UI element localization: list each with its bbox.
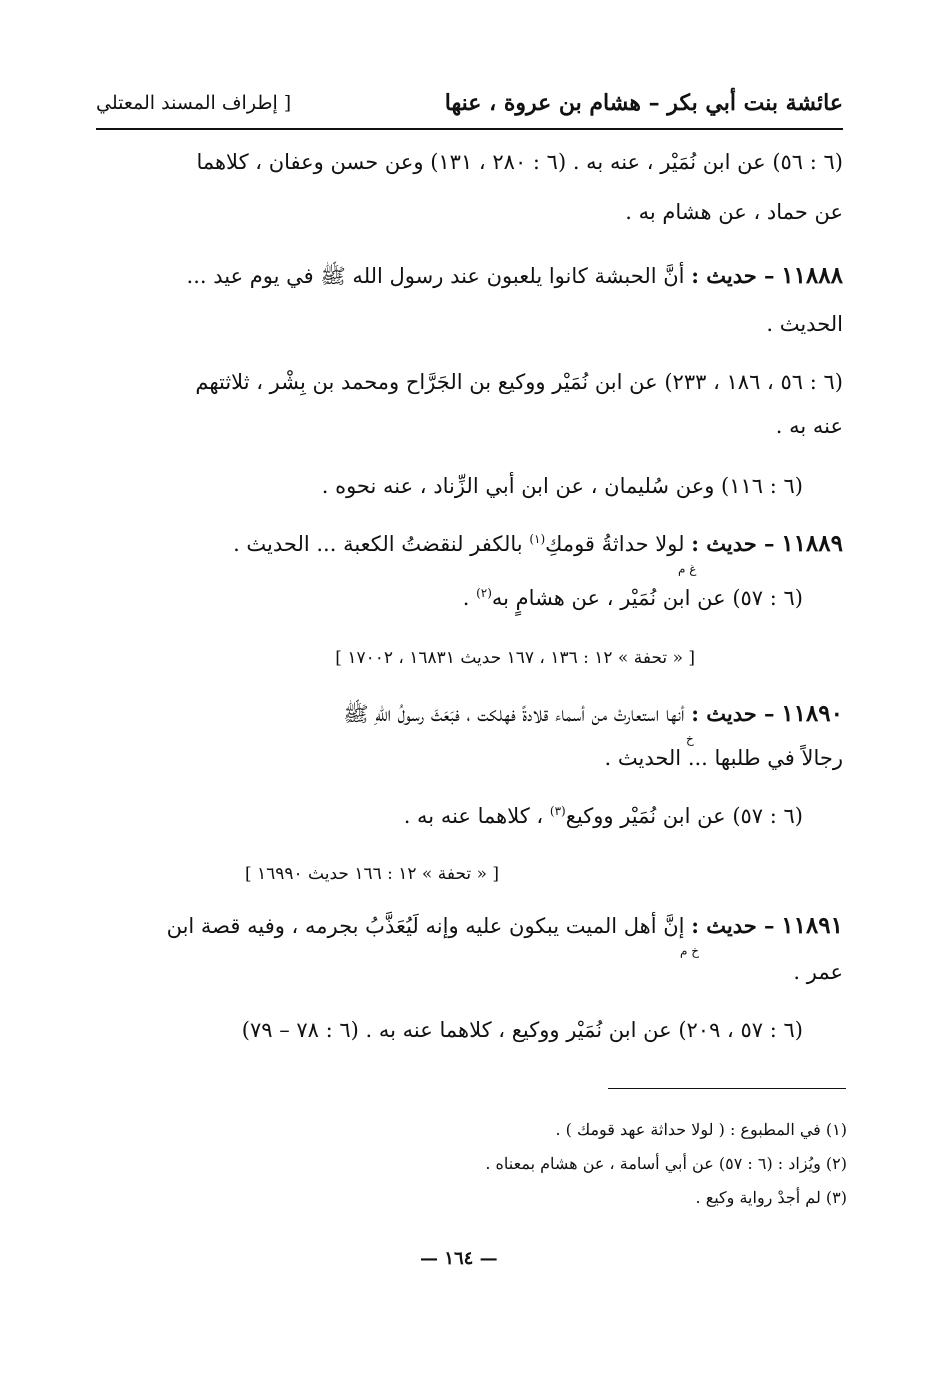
hadith-text-cont: الحديث . xyxy=(766,312,843,336)
chain-line xyxy=(404,804,803,828)
hadith-text: إنَّ أهل الميت يبكون عليه وإنه لَيُعَذَّبُ بجرمه ، وفيه قصة ابن xyxy=(166,914,685,938)
chain-text: ، كلاهما عنه به . xyxy=(403,804,544,828)
hadith-text-cont: عمر . xyxy=(793,960,843,984)
chain-text: (٦ : ٥٧) عن ابن نُمَيْر ، عن هشامٍ به xyxy=(491,586,803,610)
hadith-11888 xyxy=(187,262,843,294)
hadith-label: – حديث : xyxy=(691,263,775,288)
source-symbol: خ xyxy=(686,732,694,746)
chain-line: عن حماد ، عن هشام به . xyxy=(625,200,843,224)
hadith-label: – حديث : xyxy=(691,701,775,726)
chain-line: (٦ : ٥٧ ، ٢٠٩) عن ابن نُمَيْر ووكيع ، كلاهما عنه به . (٦ : ٧٨ – ٧٩) xyxy=(241,1018,803,1042)
hadith-11889 xyxy=(233,530,843,557)
chain-line: (٦ : ٥٦) عن ابن نُمَيْر ، عنه به . (٦ : ٢٨٠ ، ١٣١) وعن حسن وعفان ، كلاهما xyxy=(196,150,843,174)
footnote-2: (٢) ويُزاد : (٦ : ٥٧) عن أبي أسامة ، عن هشام بمعناه . xyxy=(485,1154,847,1173)
chain-end: . xyxy=(462,586,470,610)
footnote-marker: (٢) xyxy=(476,586,492,600)
source-symbol: غ م xyxy=(678,562,697,576)
tuhfa-reference: [ « تحفة » ١٢ : ١٣٦ ، ١٦٧ حديث ١٦٨٣١ ، ١٧٠٠٢ ] xyxy=(335,648,695,668)
footnote-rule xyxy=(608,1088,846,1089)
hadith-text: أنَّ الحبشة كانوا يلعبون عند رسول الله ﷺ في يوم عيد ... xyxy=(186,264,685,288)
footnote-marker: (٣) xyxy=(549,804,566,818)
page-number: — ١٦٤ — xyxy=(420,1248,498,1269)
chain-line: (٦ : ٥٦ ، ١٨٦ ، ٢٣٣) عن ابن نُمَيْر ووكيع بن الجَرَّاح ومحمد بن بِشْر ، ثلاثتهم xyxy=(195,370,843,394)
hadith-number: ١١٨٨٨ xyxy=(781,262,843,289)
source-symbol: خ م xyxy=(680,944,699,958)
hadith-text: أنها استعارتْ من أسماء قلادةً فهلكت ، فبَعَثَ رسولُ اللهِ ﷺ xyxy=(343,702,685,726)
hadith-number: ١١٨٨٩ xyxy=(781,530,843,557)
hadith-text: لولا حداثةُ قومكِ xyxy=(545,532,685,556)
chain-text: (٦ : ٥٧) عن ابن نُمَيْر ووكيع xyxy=(565,804,803,828)
hadith-11891 xyxy=(167,912,843,939)
header-rule xyxy=(96,128,843,130)
hadith-text: بالكفر لنقضتُ الكعبة ... الحديث . xyxy=(233,532,523,556)
footnote-marker: (١) xyxy=(529,532,546,546)
hadith-label: – حديث : xyxy=(691,531,775,556)
hadith-11890 xyxy=(343,700,843,732)
chain-line xyxy=(463,586,803,610)
chain-line: عنه به . xyxy=(775,414,843,438)
hadith-text-cont: رجالاً في طلبها ... الحديث . xyxy=(604,746,843,770)
chain-line: (٦ : ١١٦) وعن سُليمان ، عن ابن أبي الزِّناد ، عنه نحوه . xyxy=(321,474,803,498)
tuhfa-reference: [ « تحفة » ١٢ : ١٦٦ حديث ١٦٩٩٠ ] xyxy=(244,864,499,884)
hadith-number: ١١٨٩١ xyxy=(781,912,843,939)
footnote-3: (٣) لم أجدْ رواية وكيع . xyxy=(695,1188,847,1207)
hadith-label: – حديث : xyxy=(691,913,775,938)
hadith-number: ١١٨٩٠ xyxy=(781,700,843,727)
running-header-book: [ إطراف المسند المعتلي xyxy=(96,92,292,114)
running-header-title: عائشة بنت أبي بكر – هشام بن عروة ، عنها xyxy=(444,90,843,116)
footnote-1: (١) في المطبوع : ( لولا حداثة عهد قومك ) . xyxy=(555,1120,847,1139)
